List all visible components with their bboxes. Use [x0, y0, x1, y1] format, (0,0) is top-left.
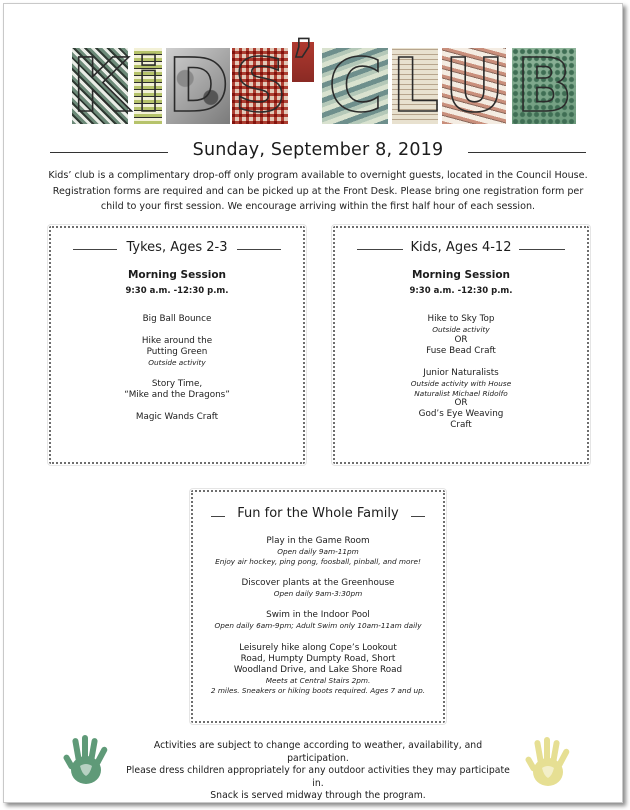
family-heading: Fun for the Whole Family: [237, 506, 399, 521]
title-letter: i: [135, 43, 161, 129]
session-time: 9:30 a.m. -12:30 p.m.: [125, 286, 229, 296]
activity-note: 2 miles. Sneakers or hiking boots required. Ages 7 and up.: [210, 685, 426, 695]
or-separator: OR: [454, 398, 468, 408]
title-letter: D: [167, 43, 229, 129]
or-separator: OR: [454, 334, 468, 345]
activity-text: Road, Humpty Dumpty Road, Short: [240, 654, 396, 664]
divider-line: [411, 516, 425, 517]
intro-paragraph: Kids’ club is a complimentary drop-off only program available to overnight guests, located in the Council House. Registration forms are required and can be picked up at the Front Desk. Please bring one registration form per child to your first session. We encourage arriving within the first half hour of each session.: [48, 170, 588, 212]
footer-line: Please dress children appropriately for any outdoor activities they may participate in.: [126, 765, 510, 789]
activity-text: Big Ball Bounce: [142, 314, 212, 324]
session-time: 9:30 a.m. -12:30 p.m.: [409, 286, 513, 296]
title-letter: ’: [292, 27, 314, 97]
activity-text: Magic Wands Craft: [135, 412, 219, 422]
activity-text: Play in the Game Room: [266, 536, 370, 546]
activity-text: God’s Eye Weaving: [418, 409, 504, 419]
footer-line: Snack is served midway through the program.: [210, 790, 426, 801]
activity-text: Hike to Sky Top: [427, 314, 495, 324]
activity-text: Leisurely hike along Cope’s Lookout: [239, 643, 397, 653]
title-letter: C: [322, 48, 388, 124]
family-box: [191, 490, 445, 723]
family-item: [193, 578, 443, 599]
activity-text: “Mike and the Dragons”: [124, 390, 230, 400]
activity-note: Naturalist Michael Ridolfo: [414, 388, 508, 398]
divider-line: [468, 152, 586, 153]
activity-text: Craft: [450, 420, 472, 430]
green-handprint-icon: [60, 732, 112, 788]
activity-note: Meets at Central Stairs 2pm.: [265, 676, 371, 685]
activity-item: [51, 336, 303, 368]
activity-text: Swim in the Indoor Pool: [266, 610, 370, 620]
family-item: [193, 643, 443, 695]
yellow-handprint-icon: [522, 734, 574, 790]
activity-text: Woodland Drive, and Lake Shore Road: [233, 665, 403, 675]
date-heading: [50, 140, 586, 164]
session-title: Morning Session: [127, 269, 227, 281]
title-letter: B: [512, 48, 576, 124]
tykes-box: [49, 226, 305, 464]
title-letter: K: [71, 43, 129, 129]
activity-text: Junior Naturalists: [423, 368, 499, 378]
activity-item: [51, 412, 303, 423]
activity-text: Hike around the: [141, 336, 213, 346]
flyer-page: [3, 3, 623, 803]
activity-note: Enjoy air hockey, ping pong, foosball, pinball, and more!: [215, 556, 421, 566]
activity-item: [51, 379, 303, 401]
activity-group: [335, 314, 587, 357]
divider-line: [519, 249, 565, 250]
activity-text: Fuse Bead Craft: [426, 345, 496, 356]
activity-note: Open daily 9am-11pm: [277, 547, 359, 556]
session-title: Morning Session: [411, 269, 511, 281]
event-date: Sunday, September 8, 2019: [192, 140, 444, 160]
activity-note: Outside activity: [432, 325, 490, 334]
title-letter: L: [391, 43, 439, 129]
activity-text: Discover plants at the Greenhouse: [241, 578, 395, 588]
activity-note: Outside activity with House: [410, 379, 512, 388]
footer-notes: [122, 740, 514, 803]
footer-line: Activities are subject to change according to weather, availability, and participation.: [153, 740, 483, 764]
activity-note: Open daily 6am-9pm; Adult Swim only 10am-11am daily: [214, 621, 422, 630]
kids-club-title: [71, 27, 577, 129]
title-letter: S: [233, 43, 287, 129]
activity-text: Story Time,: [151, 379, 203, 389]
kids-box: [333, 226, 589, 464]
title-letter: U: [442, 48, 506, 124]
activity-note: Outside activity: [148, 358, 206, 367]
tykes-heading: Tykes, Ages 2-3: [126, 240, 228, 255]
divider-line: [237, 249, 281, 250]
activity-text: Putting Green: [146, 347, 208, 357]
activity-group: [335, 368, 587, 431]
kids-heading: Kids, Ages 4-12: [410, 240, 512, 255]
activity-item: [51, 314, 303, 325]
family-item: [193, 610, 443, 631]
family-item: [193, 536, 443, 566]
activity-note: Open daily 9am-3:30pm: [273, 589, 363, 598]
